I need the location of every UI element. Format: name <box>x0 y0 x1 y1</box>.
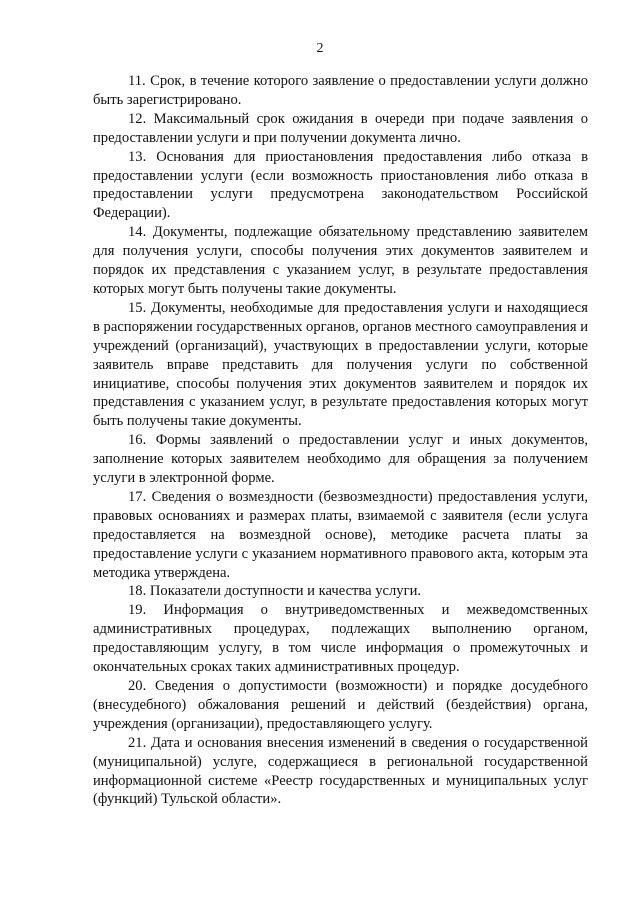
paragraph-20: 20. Сведения о допустимости (возможности) и порядке досудебного (внесудебного) обжалования решений и действий (бездействия) органа, учреждения (организации), предоставляющего услугу. <box>93 678 588 732</box>
paragraph-21: 21. Дата и основания внесения изменений в сведения о государственной (муниципальной) услуге, содержащиеся в региональной государственной информационной системе «Реестр государственных и муниципальных услуг (функций) Тульской области». <box>93 734 588 808</box>
paragraph-19: 19. Информация о внутриведомственных и межведомственных административных процедурах, подлежащих выполнению органом, предоставляющим услугу, в том числе информация о промежуточных и окончательных сроках таких административных процедур. <box>93 602 588 676</box>
paragraph-15: 15. Документы, необходимые для предоставления услуги и находящиеся в распоряжении государственных органов, органов местного самоуправления и учреждений (организаций), участвующих в предоставлении услуги, которые заявитель вправе представить для получения услуги по собственной инициативе, способы получения этих документов заявителем и порядок их представления с указанием услуг, в результате предоставления которых могут быть получены такие документы. <box>93 299 588 430</box>
document-body <box>93 72 588 809</box>
paragraph-17: 17. Сведения о возмездности (безвозмездности) предоставления услуги, правовых основаниях и размерах платы, взимаемой с заявителя (если услуга предоставляется на возмездной основе), методике расчета платы за предоставление услуги с указанием нормативного правового акта, которым эта методика утверждена. <box>93 488 588 581</box>
paragraph-18: 18. Показатели доступности и качества услуги. <box>128 583 422 600</box>
paragraph-14: 14. Документы, подлежащие обязательному представлению заявителем для получения услуги, способы получения этих документов заявителем и порядок их представления с указанием услуг, в результате предоставления которых могут быть получены такие документы. <box>93 224 588 297</box>
page-number: 2 <box>316 41 324 56</box>
paragraph-12: 12. Максимальный срок ожидания в очереди при подаче заявления о предоставлении услуги и при получении документа лично. <box>93 110 588 146</box>
paragraph-11: 11. Срок, в течение которого заявление о предоставлении услуги должно быть зарегистрировано. <box>93 73 588 108</box>
paragraph-16: 16. Формы заявлений о предоставлении услуг и иных документов, заполнение которых заявителем необходимо для обращения за получением услуги в электронной форме. <box>93 432 588 487</box>
paragraph-13: 13. Основания для приостановления предоставления либо отказа в предоставлении услуги (если возможность приостановления либо отказа в предоставлении услуги предусмотрена законодательством Российской Федерации). <box>93 148 588 222</box>
